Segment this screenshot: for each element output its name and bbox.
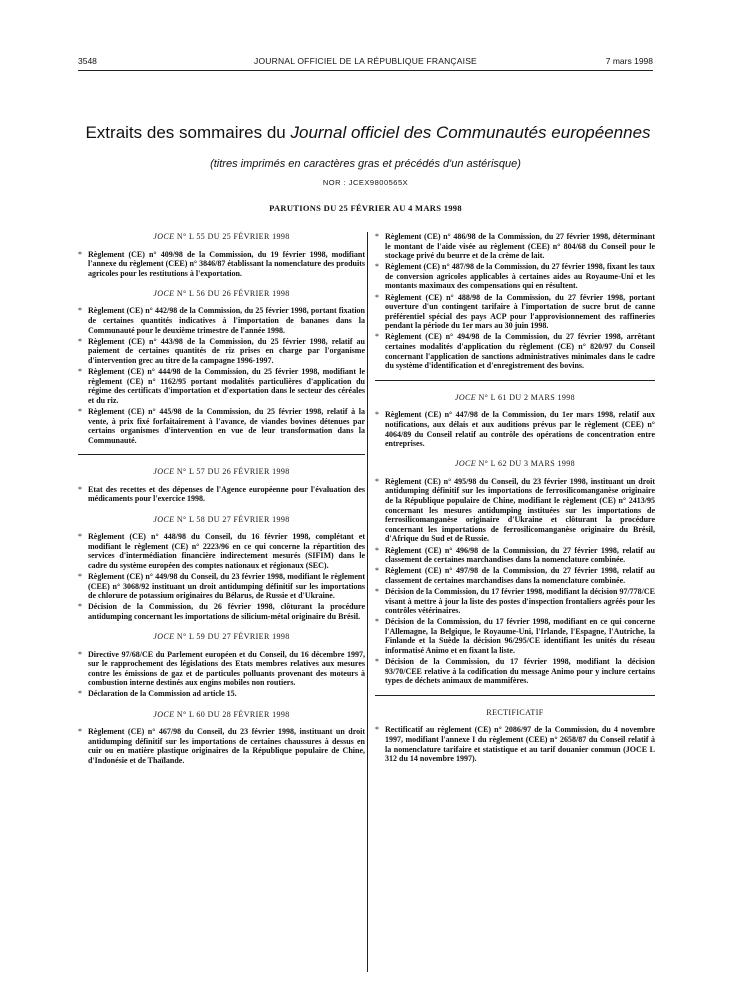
asterisk-marker: *	[78, 249, 82, 259]
entry-text: Décision de la Commission, du 17 février 1998, modifiant la décision 93/70/CEE relative à la codification du message Animo pour y inclure certains types de déchets animaux de mammifères.	[385, 657, 655, 686]
asterisk-marker: *	[375, 476, 379, 486]
asterisk-marker: *	[375, 262, 379, 272]
joce-label: JOCE	[153, 467, 175, 477]
asterisk-marker: *	[78, 727, 82, 737]
issue-heading	[78, 467, 365, 477]
entry-text: Règlement (CE) n° 442/98 de la Commission, du 25 février 1998, portant fixation de certaines quantités indicatives à l'importation de bananes dans la Communauté pour le deuxième trimestre de l'année 1998.	[88, 306, 365, 335]
entry-text: Règlement (CE) n° 449/98 du Conseil, du 23 février 1998, modifiant le règlement (CEE) n° 3068/92 instituant un droit antidumping définitif sur les importations de chlorure de potassium originaires du Bélarus, de Russie et d'Ukraine.	[88, 572, 365, 601]
entry-item	[375, 410, 655, 448]
joce-label: JOCE	[454, 392, 477, 402]
page-title	[78, 123, 658, 143]
entry-item	[78, 727, 365, 765]
issue-heading	[78, 515, 365, 525]
issue-reference: N° L 61 DU 2 MARS 1998	[476, 392, 576, 402]
joce-label: JOCE	[153, 288, 175, 298]
entry-text: Rectificatif au règlement (CE) n° 2086/97 de la Commission, du 4 novembre 1997, modifiant l'annexe I du règlement (CEE) n° 2658/87 du Conseil relatif à la nomenclature tarifaire et statistique et au tarif douanier commun (JOCE L 312 du 14 novembre 1997).	[385, 725, 655, 764]
issue-heading	[375, 459, 655, 469]
section-rule	[375, 450, 655, 459]
page-number: 3548	[78, 56, 97, 66]
asterisk-marker: *	[375, 545, 379, 555]
asterisk-marker: *	[78, 367, 82, 377]
left-column	[78, 232, 365, 767]
asterisk-marker: *	[375, 232, 379, 241]
issue-reference: N° L 56 DU 26 FÉVRIER 1998	[174, 288, 290, 298]
entry-item	[375, 617, 655, 655]
right-column	[375, 232, 655, 765]
entry-text: Directive 97/68/CE du Parlement européen et du Conseil, du 16 décembre 1997, sur le rapprochement des législations des Etats membres relatives aux mesures contre les émissions de gaz et de particules polluants provenant des moteurs à combustion interne destinés aux engins mobiles non routiers.	[88, 649, 365, 688]
entry-text: Déclaration de la Commission ad article 15.	[88, 689, 237, 699]
entry-item	[375, 477, 655, 544]
issue-heading	[78, 710, 365, 720]
entry-text: Décision de la Commission, du 17 février 1998, modifiant en ce qui concerne l'Allemagne, la Belgique, le Royaume-Uni, l'Irlande, l'Espagne, l'Autriche, la Finlande et la Suède la décision 96/295/CE identifiant les unités du réseau informatisé Animo et en fixant la liste.	[385, 617, 655, 655]
joce-label: JOCE	[153, 514, 175, 524]
issue-heading	[78, 632, 365, 642]
entry-item	[78, 602, 365, 621]
entry-item	[78, 407, 365, 445]
issue-heading	[375, 393, 655, 403]
issue-date: 7 mars 1998	[605, 56, 653, 66]
asterisk-marker: *	[78, 484, 82, 494]
section-gap	[78, 623, 365, 632]
joce-label: JOCE	[454, 459, 477, 469]
entry-item	[78, 250, 365, 279]
entry-text: Règlement (CE) n° 494/98 de la Commission, du 27 février 1998, arrêtant certaines modalités d'application du règlement (CE) n° 820/97 du Conseil concernant l'application de sanctions administratives minimales dans le cadre du système d'identification et d'enregistrement des bovins.	[385, 332, 655, 371]
issue-heading	[78, 232, 365, 242]
title-part1: Extraits des sommaires du	[85, 123, 291, 142]
entry-item	[78, 650, 365, 688]
asterisk-marker: *	[78, 532, 82, 542]
asterisk-marker: *	[375, 725, 379, 735]
section-rule	[78, 454, 365, 455]
entry-text: Règlement (CE) n° 495/98 du Conseil, du 23 février 1998, instituant un droit antidumping définitif sur les importations de ferrosilicomanganèse originaire de la République populaire de Chine, modifiant le règlement (CE) n° 2413/95 concernant les mesures antidumping instituées sur les importations de ferrosilicomanganèse originaire d'Ukraine et clôturant la procédure concernant les importations de ferrosilicomanganèse originaire du Brésil, d'Afrique du Sud et de Russie.	[385, 476, 655, 544]
entry-text: Règlement (CE) n° 487/98 de la Commission, du 27 février 1998, fixant les taux de conversion agricoles applicables à certaines aides au Royaume-Uni et les montants maximaux des compensations qui en résultent.	[385, 262, 655, 291]
parutions-heading: PARUTIONS DU 25 FÉVRIER AU 4 MARS 1998	[269, 203, 462, 213]
entry-text: Règlement (CE) n° 443/98 de la Commission, du 25 février 1998, relatif au paiement de certaines quantités de riz prises en charge par l'organisme d'intervention grec au titre de la campagne 1996-1997.	[88, 336, 365, 365]
issue-heading	[78, 289, 365, 299]
column-divider	[367, 232, 368, 972]
entry-text: Etat des recettes et des dépenses de l'Agence européenne pour l'évaluation des médicaments pour l'exercice 1998.	[88, 484, 365, 504]
section-gap	[78, 701, 365, 710]
entry-item	[375, 657, 655, 686]
entry-item	[375, 293, 655, 331]
asterisk-marker: *	[78, 602, 82, 612]
entry-item	[375, 332, 655, 370]
section-rule	[375, 695, 655, 696]
entry-item	[375, 546, 655, 565]
asterisk-marker: *	[375, 566, 379, 576]
asterisk-marker: *	[375, 586, 379, 596]
entry-item	[78, 532, 365, 570]
asterisk-marker: *	[78, 306, 82, 316]
entry-text: Règlement (CE) n° 497/98 de la Commission, du 27 février 1998, relatif au classement de certaines marchandises dans la nomenclature combinée.	[385, 566, 655, 585]
joce-label: JOCE	[153, 709, 175, 719]
asterisk-marker: *	[375, 617, 379, 627]
entry-text: Règlement (CE) n° 409/98 de la Commission, du 19 février 1998, modifiant l'annexe du règlement (CEE) n° 3846/87 établissant la nomenclature des produits agricoles pour les restitutions à l'exportation.	[88, 249, 365, 278]
entry-text: Règlement (CE) n° 488/98 de la Commission, du 27 février 1998, portant ouverture d'un contingent tarifaire à l'importation de sucre brut de canne préférentiel spécial des pays ACP pour l'approvisionnement des raffineries pendant la période du 1er mars au 30 juin 1998.	[385, 292, 655, 331]
asterisk-marker: *	[78, 406, 82, 416]
entry-text: Règlement (CE) n° 445/98 de la Commission, du 25 février 1998, relatif à la vente, à prix fixé forfaitairement à l'avance, de viandes bovines détenues par certains organismes d'intervention en vue de leur transformation dans la Communauté.	[88, 406, 365, 445]
section-gap	[78, 506, 365, 515]
entry-text: Décision de la Commission, du 26 février 1998, clôturant la procédure antidumping concernant les importations de silicium-métal originaire du Brésil.	[88, 602, 365, 621]
section-rule	[375, 380, 655, 381]
entry-item	[375, 725, 655, 763]
entry-text: Règlement (CE) n° 467/98 du Conseil, du 23 février 1998, instituant un droit antidumping définitif sur les importations de certaines chaussures à dessus en cuir ou en matière plastique originaires de la République populaire de Chine, d'Indonésie et de Thaïlande.	[88, 727, 365, 765]
asterisk-marker: *	[78, 649, 82, 659]
issue-reference: N° L 60 DU 28 FÉVRIER 1998	[174, 709, 290, 719]
nor-reference: NOR : JCEX9800565X	[322, 178, 409, 187]
entry-item	[375, 587, 655, 616]
entry-item	[375, 566, 655, 585]
entry-text: Règlement (CE) n° 447/98 de la Commission, du 1er mars 1998, relatif aux notifications, aux délais et aux auditions prévus par le règlement (CEE) n° 4064/89 du Conseil relatif au contrôle des opérations de concentration entre entreprises.	[385, 410, 655, 449]
entry-item	[78, 485, 365, 504]
entry-text: Décision de la Commission, du 17 février 1998, modifiant la décision 97/778/CE visant à mettre à jour la liste des postes d'inspection frontaliers agréés pour les contrôles vétérinaires.	[385, 586, 655, 616]
issue-reference: N° L 58 DU 27 FÉVRIER 1998	[174, 514, 290, 524]
joce-label: JOCE	[153, 632, 175, 641]
entry-item	[78, 306, 365, 335]
title-part2: Journal officiel des Communautés européennes	[290, 123, 651, 142]
asterisk-marker: *	[375, 332, 379, 342]
entry-item	[375, 262, 655, 291]
entry-item	[78, 572, 365, 601]
asterisk-marker: *	[78, 572, 82, 582]
entry-item	[375, 232, 655, 261]
entry-text: Règlement (CE) n° 486/98 de la Commission, du 27 février 1998, déterminant le montant de l'aide visée au règlement (CEE) n° 804/68 du Conseil pour le stockage privé du beurre et de la crème de lait.	[385, 232, 655, 261]
issue-reference: N° L 59 DU 27 FÉVRIER 1998	[174, 632, 290, 641]
header-rule	[78, 70, 653, 71]
issue-reference: RECTIFICATIF	[486, 707, 544, 717]
entry-text: Règlement (CE) n° 444/98 de la Commission, du 25 février 1998, modifiant le règlement (CE) n° 1162/95 portant modalités particulières d'application du régime des certificats d'importation et d'exportation dans le secteur des céréales et du riz.	[88, 367, 365, 405]
entry-text: Règlement (CE) n° 448/98 du Conseil, du 16 février 1998, complétant et modifiant le règlement (CE) n° 2223/96 en ce qui concerne la répartition des services d'intermédiation financière indirectement mesurés (SIFIM) dans le cadre du système européen des comptes nationaux et régionaux (SEC).	[88, 532, 365, 570]
asterisk-marker: *	[78, 336, 82, 346]
asterisk-marker: *	[375, 410, 379, 420]
issue-heading	[375, 708, 655, 718]
asterisk-marker: *	[375, 292, 379, 302]
entry-item	[78, 367, 365, 405]
subtitle: (titres imprimés en caractères gras et précédés d'un astérisque)	[210, 158, 521, 170]
entry-text: Règlement (CE) n° 496/98 de la Commission, du 27 février 1998, relatif au classement de certaines marchandises dans la nomenclature combinée.	[385, 545, 655, 565]
journal-title: JOURNAL OFFICIEL DE LA RÉPUBLIQUE FRANÇAISE	[254, 56, 477, 66]
page-header	[78, 56, 653, 70]
asterisk-marker: *	[78, 689, 82, 699]
section-gap	[78, 280, 365, 289]
entry-item	[78, 689, 365, 699]
asterisk-marker: *	[375, 657, 379, 667]
issue-reference: N° L 62 DU 3 MARS 1998	[476, 459, 576, 469]
entry-item	[78, 337, 365, 366]
issue-reference: N° L 57 DU 26 FÉVRIER 1998	[174, 467, 290, 477]
joce-label: JOCE	[153, 232, 175, 241]
issue-reference: N° L 55 DU 25 FÉVRIER 1998	[174, 232, 290, 241]
